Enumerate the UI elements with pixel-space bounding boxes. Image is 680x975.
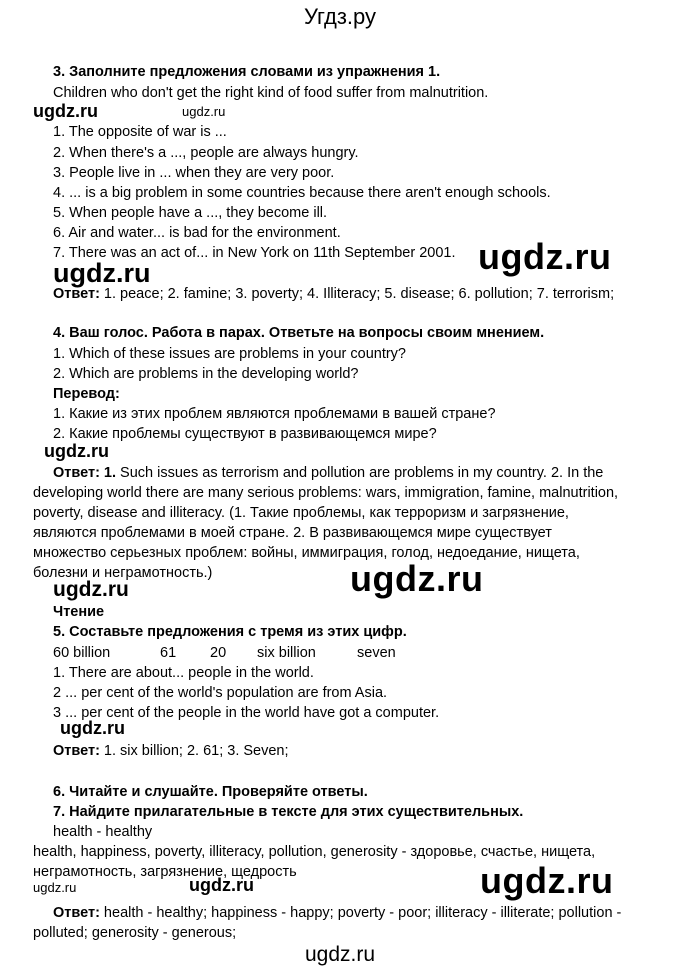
ex3-item-6: 6. Air and water... is bad for the environment. xyxy=(53,225,341,241)
ex3-answer-label: Ответ: xyxy=(53,286,100,302)
ex5-item-3: 3 ... per cent of the people in the world have got a computer. xyxy=(53,705,440,721)
ex4-answer-line-3: poverty, disease and illiteracy. (1. Такие проблемы, как терроризм и загрязнение, xyxy=(33,505,569,521)
watermark-medium: ugdz.ru xyxy=(53,258,151,288)
reading-heading: Чтение xyxy=(53,604,105,620)
ex7-answer-label: Ответ: xyxy=(53,905,100,921)
ex5-number-2: 61 xyxy=(160,645,177,661)
ex3-item-3: 3. People live in ... when they are very poor. xyxy=(53,165,335,181)
ex7-answer-line-2: polluted; generosity - generous; xyxy=(33,925,237,941)
ex4-answer-line-2: developing world there are many serious problems: wars, immigration, famine, malnutrition, xyxy=(33,485,619,501)
watermark-tiny: ugdz.ru xyxy=(33,880,77,895)
ex7-words-line-1: health, happiness, poverty, illiteracy, pollution, generosity - здоровье, счастье, нищета, xyxy=(33,844,596,860)
watermark-big: ugdz.ru xyxy=(350,558,484,599)
watermark-small: ugdz.ru xyxy=(60,718,125,738)
ex5-title: 5. Составьте предложения с тремя из этих цифр. xyxy=(53,624,407,640)
ex5-number-3: 20 xyxy=(210,645,227,661)
ex5-answer-label: Ответ: xyxy=(53,743,100,759)
watermark-small: ugdz.ru xyxy=(189,875,254,895)
ex3-answer-text: 1. peace; 2. famine; 3. poverty; 4. Illiteracy; 5. disease; 6. pollution; 7. terrorism; xyxy=(99,286,615,302)
ex5-item-1: 1. There are about... people in the world. xyxy=(53,665,314,681)
ex4-answer-label: Ответ: 1. xyxy=(53,465,117,481)
ex3-item-7: 7. There was an act of... in New York on 11th September 2001. xyxy=(53,245,456,261)
ex3-item-4: 4. ... is a big problem in some countries because there aren't enough schools. xyxy=(53,185,551,201)
ex4-question-1: 1. Which of these issues are problems in your country? xyxy=(53,346,406,362)
ex7-answer-line-1 xyxy=(53,903,621,923)
ex4-answer-line-1: Such issues as terrorism and pollution are problems in my country. 2. In the xyxy=(116,465,604,481)
ex6-title: 6. Читайте и слушайте. Проверяйте ответы. xyxy=(53,784,368,800)
ex4-translation-1: 1. Какие из этих проблем являются проблемами в вашей стране? xyxy=(53,406,496,422)
ex3-answer xyxy=(53,284,614,304)
ex5-item-2: 2 ... per cent of the world's population are from Asia. xyxy=(53,685,388,701)
watermark-big: ugdz.ru xyxy=(478,236,612,277)
ex3-example: Children who don't get the right kind of food suffer from malnutrition. xyxy=(53,85,489,101)
watermark-tiny: ugdz.ru xyxy=(182,104,226,119)
ex3-title: 3. Заполните предложения словами из упражнения 1. xyxy=(53,64,441,80)
watermark-big: ugdz.ru xyxy=(480,860,614,901)
ex7-example: health - healthy xyxy=(53,824,153,840)
ex4-translation-2: 2. Какие проблемы существуют в развивающемся мире? xyxy=(53,426,437,442)
ex5-answer xyxy=(53,741,289,761)
ex3-item-5: 5. When people have a ..., they become ill. xyxy=(53,205,328,221)
ex5-answer-text: 1. six billion; 2. 61; 3. Seven; xyxy=(99,743,289,759)
ex4-answer xyxy=(33,463,645,583)
ex7-answer-text-1: health - healthy; happiness - happy; poverty - poor; illiteracy - illiterate; pollution - xyxy=(99,905,622,921)
ex4-answer-line-6: болезни и неграмотность.) xyxy=(33,565,213,581)
ex7-words-line-2: неграмотность, загрязнение, щедрость xyxy=(33,864,297,880)
ex4-answer-line-4: являются проблемами в моей стране. 2. В развивающемся мире существует xyxy=(33,525,552,541)
watermark-small: ugdz.ru xyxy=(33,101,98,121)
ex5-number-5: seven xyxy=(357,645,396,661)
ex4-question-2: 2. Which are problems in the developing world? xyxy=(53,366,359,382)
ex5-number-4: six billion xyxy=(257,645,316,661)
ex4-answer-line-5: множество серьезных проблем: войны, иммиграция, голод, недоедание, нищета, xyxy=(33,545,580,561)
ex3-item-2: 2. When there's a ..., people are always hungry. xyxy=(53,145,359,161)
ex4-translation-label: Перевод: xyxy=(53,386,120,402)
ex3-item-1: 1. The opposite of war is ... xyxy=(53,124,227,140)
watermark-small: ugdz.ru xyxy=(53,578,129,601)
ex4-title: 4. Ваш голос. Работа в парах. Ответьте на вопросы своим мнением. xyxy=(53,325,545,341)
watermark-small: ugdz.ru xyxy=(44,441,109,461)
page-footer-site: ugdz.ru xyxy=(304,943,376,966)
ex7-title: 7. Найдите прилагательные в тексте для этих существительных. xyxy=(53,804,524,820)
ex5-number-1: 60 billion xyxy=(53,645,111,661)
page-header-site: Угдз.ру xyxy=(303,4,377,29)
